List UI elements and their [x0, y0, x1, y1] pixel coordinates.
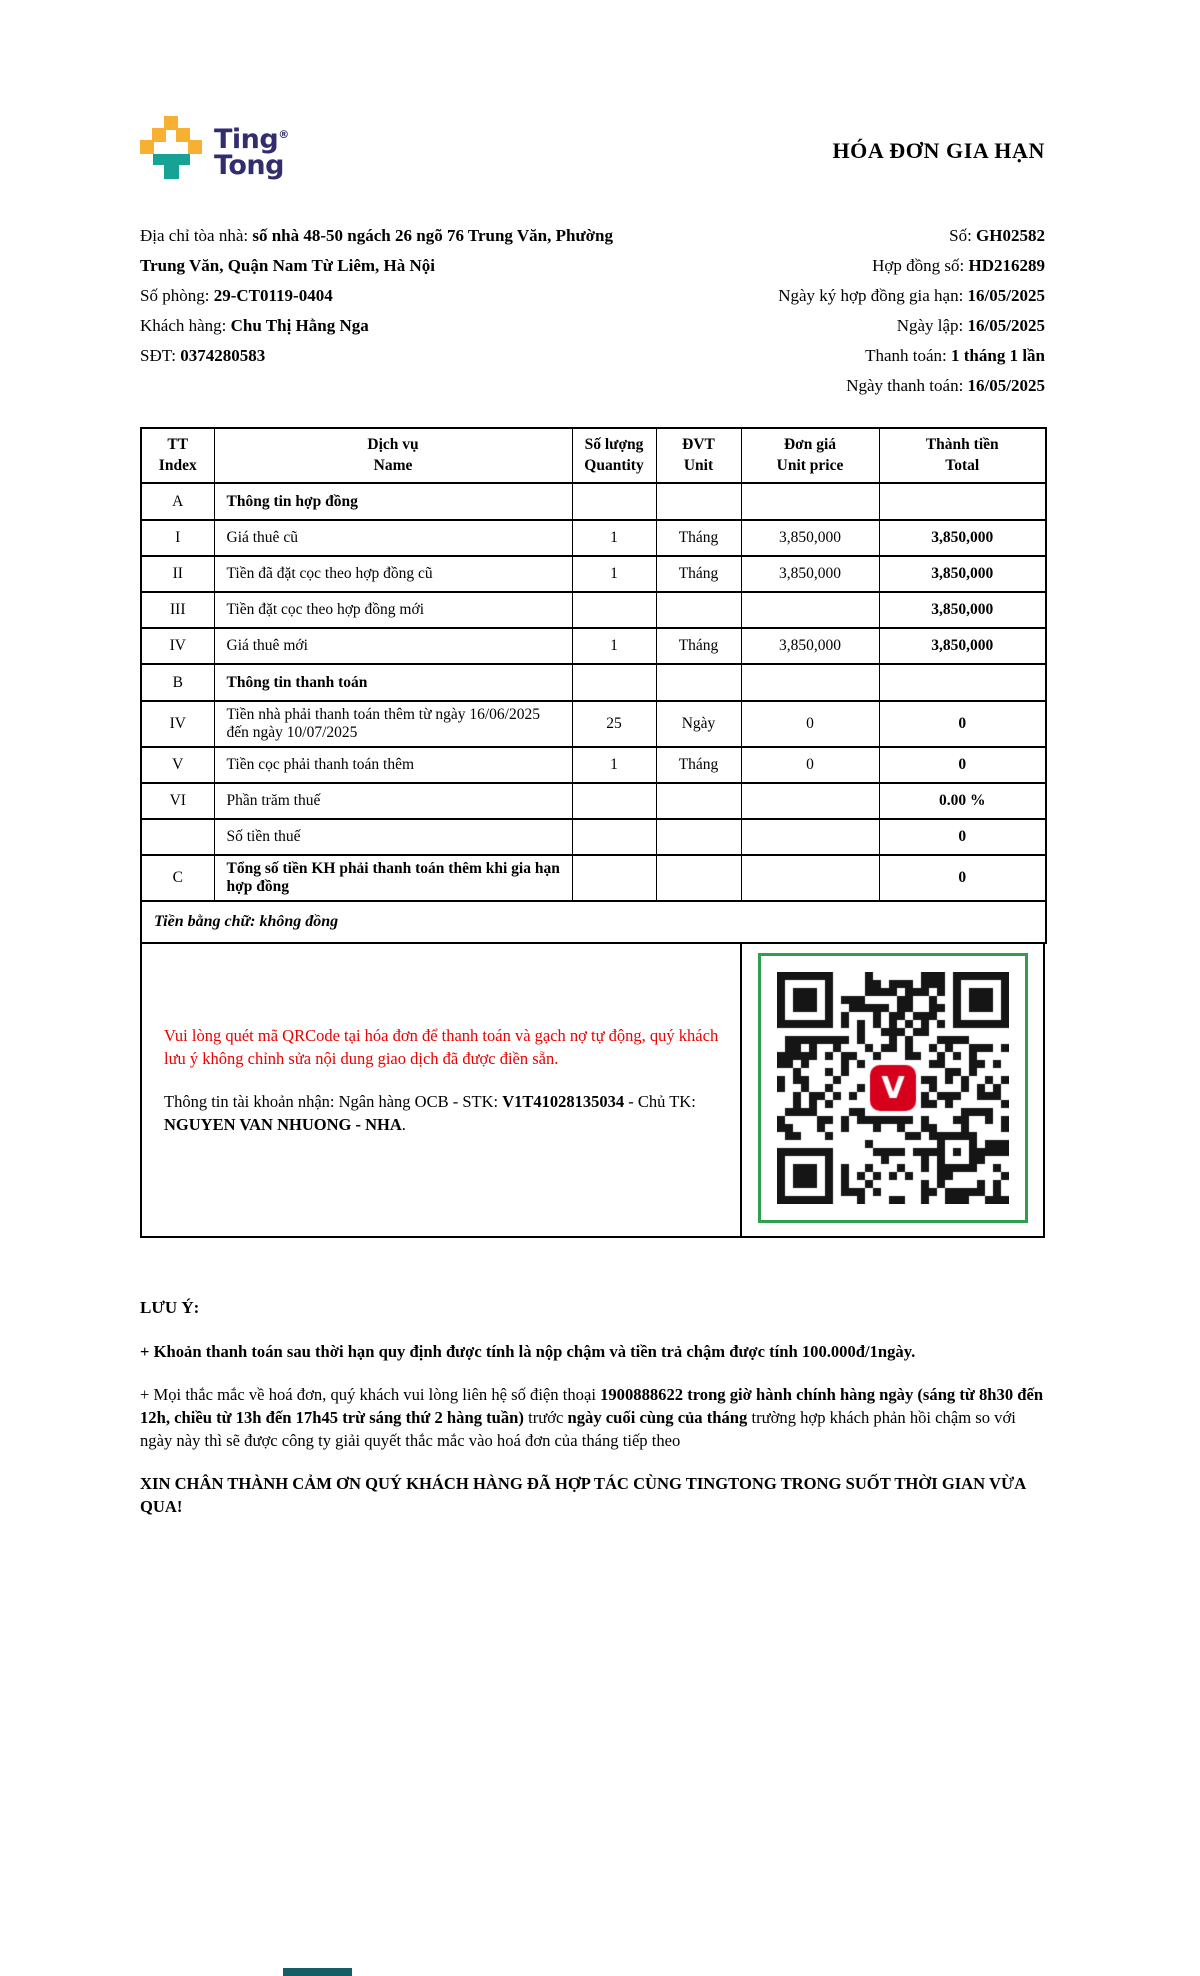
amount-in-words-row	[141, 901, 1046, 943]
cell-qty: 1	[572, 556, 656, 592]
logo-pixel	[140, 140, 154, 154]
cell-unit	[656, 664, 741, 701]
amount-in-words-label: Tiền bằng chữ:	[154, 913, 260, 930]
cell-unit-price: 3,850,000	[741, 628, 879, 664]
cell-unit-price: 0	[741, 747, 879, 783]
amount-in-words-section	[141, 901, 1046, 943]
text-segment: V1T41028135034	[502, 1092, 625, 1111]
text-segment: 1900888622 trong giờ hành chính hàng ngày (sáng từ 8h30 đến 12h, chiều từ 13h đến 17h45 trừ sáng thứ 2 hàng tuần)	[140, 1385, 1044, 1427]
cell-name: Tiền đặt cọc theo hợp đồng mới	[214, 592, 572, 628]
text-segment: NGUYEN VAN NHUONG - NHA	[164, 1115, 402, 1134]
cell-unit	[656, 855, 741, 901]
cell-qty: 1	[572, 747, 656, 783]
info-value: Chu Thị Hằng Nga	[230, 316, 369, 335]
qr-frame	[758, 953, 1028, 1223]
cell-name: Tổng số tiền KH phải thanh toán thêm khi gia hạn hợp đồng	[214, 855, 572, 901]
cell-qty	[572, 483, 656, 520]
info-label: Ngày lập:	[896, 316, 968, 335]
text-segment: .	[401, 1115, 406, 1134]
cell-name: Phần trăm thuế	[214, 783, 572, 819]
text-segment: + Mọi thắc mắc về hoá đơn, quý khách vui lòng liên hệ số điện thoại	[140, 1385, 601, 1404]
table-row	[141, 664, 1046, 701]
text-segment: + Khoản thanh toán sau thời hạn quy định được tính là nộp chậm và tiền trả chậm được tính 100.000đ/1ngày.	[140, 1342, 916, 1361]
property-info-line	[140, 311, 645, 341]
logo-pixel	[188, 140, 202, 154]
text-segment: trường hợp khách phản hồi chậm so với ngày này thì sẽ được công ty giải quyết thắc mắc vào hoá đơn của tháng tiếp theo	[140, 1408, 1016, 1450]
cell-total: 3,850,000	[879, 520, 1046, 556]
header-label-en: Unit	[683, 456, 714, 474]
brand-name-line2: Tong	[214, 150, 284, 181]
cell-total: 0	[879, 747, 1046, 783]
cell-name: Tiền đã đặt cọc theo hợp đồng cũ	[214, 556, 572, 592]
cell-total	[879, 664, 1046, 701]
header-label-vi: ĐVT	[682, 435, 715, 453]
invoice-info-line	[575, 281, 1045, 311]
info-label: Ngày ký hợp đồng gia hạn:	[778, 286, 968, 305]
header-label-en: Quantity	[584, 456, 644, 474]
info-label: Khách hàng:	[140, 316, 231, 335]
cell-unit	[656, 592, 741, 628]
note-item	[140, 1472, 1045, 1518]
logo-pixel	[164, 165, 179, 179]
payment-instructions	[142, 944, 742, 1236]
cell-index	[141, 819, 214, 855]
invoice-info-line	[575, 311, 1045, 341]
cell-unit-price	[741, 855, 879, 901]
table-row	[141, 556, 1046, 592]
cell-total: 3,850,000	[879, 628, 1046, 664]
table-row	[141, 855, 1046, 901]
cell-unit-price	[741, 819, 879, 855]
qr-area	[742, 944, 1043, 1236]
cell-name: Tiền nhà phải thanh toán thêm từ ngày 16/06/2025 đến ngày 10/07/2025	[214, 701, 572, 747]
header-label-en: Total	[945, 456, 980, 474]
cell-total: 0	[879, 701, 1046, 747]
table-row	[141, 592, 1046, 628]
notes-heading: LƯU Ý:	[140, 1298, 200, 1317]
cell-total: 3,850,000	[879, 592, 1046, 628]
notes-section	[140, 1296, 1045, 1538]
cell-name: Thông tin thanh toán	[214, 664, 572, 701]
account-info-text	[164, 1090, 720, 1136]
header-cell-unit-price	[741, 428, 879, 483]
cell-total: 0	[879, 819, 1046, 855]
header-label-vi: Thành tiền	[925, 435, 999, 453]
invoice-info-line	[575, 251, 1045, 281]
text-segment: Thông tin tài khoản nhận: Ngân hàng OCB - STK:	[164, 1092, 503, 1111]
info-value: 1 tháng 1 lần	[951, 346, 1045, 365]
note-item	[140, 1340, 1045, 1363]
text-segment: XIN CHÂN THÀNH CẢM ƠN QUÝ KHÁCH HÀNG ĐÃ HỢP TÁC CÙNG TINGTONG TRONG SUỐT THỜI GIAN VỪA QUA!	[140, 1474, 1026, 1516]
cell-qty	[572, 819, 656, 855]
info-label: Địa chỉ tòa nhà:	[140, 226, 253, 245]
info-value: 16/05/2025	[967, 316, 1045, 335]
cell-name: Số tiền thuế	[214, 819, 572, 855]
cell-index: A	[141, 483, 214, 520]
cell-qty: 25	[572, 701, 656, 747]
cell-name: Thông tin hợp đồng	[214, 483, 572, 520]
cell-total: 0	[879, 855, 1046, 901]
info-value: 16/05/2025	[967, 286, 1045, 305]
header-cell-quantity	[572, 428, 656, 483]
header-label-en: Name	[373, 456, 413, 474]
cell-unit	[656, 783, 741, 819]
note-item	[140, 1383, 1045, 1452]
text-segment: ngày cuối cùng của tháng	[567, 1408, 748, 1427]
cell-index: B	[141, 664, 214, 701]
notes-list	[140, 1340, 1045, 1518]
info-value: số nhà 48-50 ngách 26 ngõ 76 Trung Văn, Phường Trung Văn, Quận Nam Từ Liêm, Hà Nội	[140, 226, 614, 275]
invoice-table-header	[141, 428, 1046, 483]
header-label-vi: Đơn giá	[783, 435, 837, 453]
table-row	[141, 520, 1046, 556]
invoice-table-wrap	[140, 427, 1045, 1238]
info-label: Ngày thanh toán:	[846, 376, 968, 395]
table-row	[141, 483, 1046, 520]
cell-unit-price: 0	[741, 701, 879, 747]
cell-qty: 1	[572, 520, 656, 556]
logo-pixel	[152, 128, 166, 142]
invoice-info-line	[575, 371, 1045, 401]
qr-code	[777, 972, 1009, 1204]
table-row	[141, 819, 1046, 855]
property-info-line	[140, 281, 645, 311]
cell-unit	[656, 819, 741, 855]
invoice-info-line	[575, 221, 1045, 251]
header-label-en: Unit price	[776, 456, 844, 474]
header-label-vi: Số lượng	[584, 435, 644, 453]
cell-index: C	[141, 855, 214, 901]
cell-unit: Tháng	[656, 628, 741, 664]
property-info-block	[140, 221, 645, 371]
cell-unit: Ngày	[656, 701, 741, 747]
brand-name-line1: Ting	[214, 124, 279, 155]
cell-index: III	[141, 592, 214, 628]
cell-total: 0.00 %	[879, 783, 1046, 819]
header-label-vi: Dịch vụ	[367, 435, 419, 453]
amount-in-words-cell	[141, 901, 1046, 943]
logo-pixel	[153, 154, 190, 165]
cell-unit-price	[741, 592, 879, 628]
header-label-vi: TT	[167, 435, 189, 453]
info-value: HD216289	[968, 256, 1045, 275]
registered-mark-icon: ®	[278, 128, 289, 141]
cell-index: V	[141, 747, 214, 783]
text-segment: - Chủ TK:	[624, 1092, 696, 1111]
payment-box	[140, 944, 1045, 1238]
brand-logo	[140, 116, 289, 180]
cell-qty	[572, 592, 656, 628]
info-value: 0374280583	[180, 346, 266, 365]
text-segment: trước	[523, 1408, 568, 1427]
cell-index: I	[141, 520, 214, 556]
cell-unit: Tháng	[656, 556, 741, 592]
cell-name: Giá thuê cũ	[214, 520, 572, 556]
table-row	[141, 747, 1046, 783]
cell-name: Giá thuê mới	[214, 628, 572, 664]
info-label: Số:	[949, 226, 977, 245]
page-bottom-mark	[283, 1968, 352, 1976]
cell-unit: Tháng	[656, 747, 741, 783]
tingtong-logo-icon	[140, 116, 204, 180]
info-label: Số phòng:	[140, 286, 214, 305]
cell-qty	[572, 783, 656, 819]
cell-unit-price	[741, 783, 879, 819]
invoice-table-body	[141, 483, 1046, 901]
qr-instruction-text: Vui lòng quét mã QRCode tại hóa đơn để thanh toán và gạch nợ tự động, quý khách lưu ý không chỉnh sửa nội dung giao dịch đã được điền sẵn.	[164, 1026, 719, 1068]
header-cell-unit	[656, 428, 741, 483]
invoice-info-block	[575, 221, 1045, 401]
header-cell-total	[879, 428, 1046, 483]
table-row	[141, 783, 1046, 819]
cell-unit-price	[741, 483, 879, 520]
cell-index: IV	[141, 701, 214, 747]
info-value: GH02582	[976, 226, 1045, 245]
cell-unit-price	[741, 664, 879, 701]
cell-qty	[572, 855, 656, 901]
cell-total	[879, 483, 1046, 520]
info-label: SĐT:	[140, 346, 181, 365]
cell-unit-price: 3,850,000	[741, 556, 879, 592]
cell-unit: Tháng	[656, 520, 741, 556]
header-cell-index	[141, 428, 214, 483]
doc-title: HÓA ĐƠN GIA HẠN	[832, 138, 1045, 163]
invoice-table	[140, 427, 1047, 944]
table-header-row	[141, 428, 1046, 483]
property-info-line	[140, 221, 645, 281]
invoice-info-line	[575, 341, 1045, 371]
cell-qty	[572, 664, 656, 701]
cell-total: 3,850,000	[879, 556, 1046, 592]
info-value: 16/05/2025	[967, 376, 1045, 395]
amount-in-words-value: không đồng	[259, 913, 339, 930]
header-label-en: Index	[158, 456, 197, 474]
cell-name: Tiền cọc phải thanh toán thêm	[214, 747, 572, 783]
cell-qty: 1	[572, 628, 656, 664]
cell-index: IV	[141, 628, 214, 664]
table-row	[141, 628, 1046, 664]
property-info-line	[140, 341, 645, 371]
cell-index: VI	[141, 783, 214, 819]
header-cell-name	[214, 428, 572, 483]
cell-unit	[656, 483, 741, 520]
cell-unit-price: 3,850,000	[741, 520, 879, 556]
info-label: Thanh toán:	[865, 346, 951, 365]
brand-name	[214, 116, 289, 180]
info-value: 29-CT0119-0404	[213, 286, 333, 305]
cell-index: II	[141, 556, 214, 592]
table-row	[141, 701, 1046, 747]
info-label: Hợp đồng số:	[872, 256, 969, 275]
